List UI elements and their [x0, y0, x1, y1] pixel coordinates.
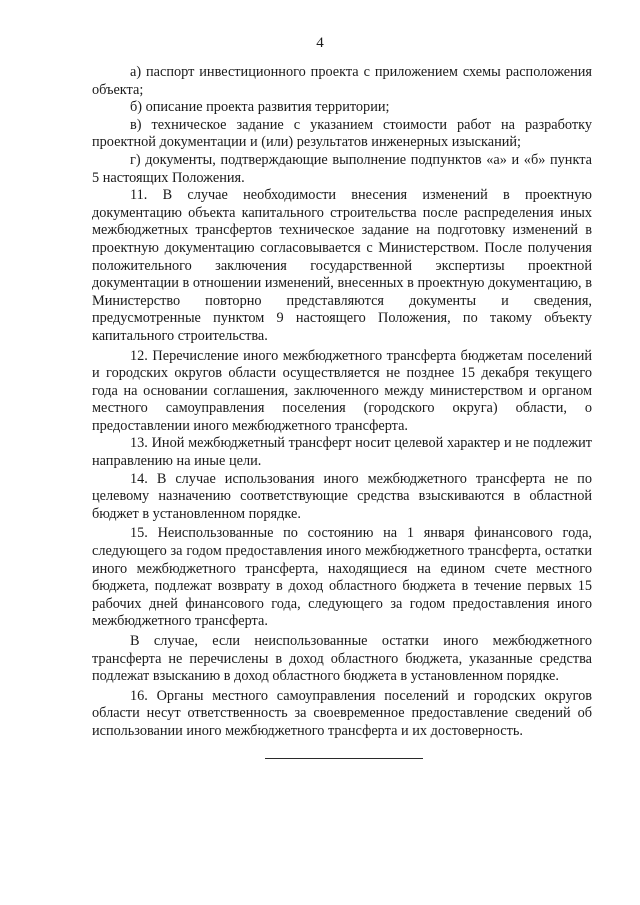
paragraph-14: 14. В случае использования иного межбюджетного трансферта не по целевому назначению соответствующие средства взыскиваются в областной бюджет в установленном порядке. [92, 470, 592, 522]
paragraph-item-v: в) техническое задание с указанием стоимости работ на разработку проектной документации и (или) результатов инженерных изысканий; [92, 116, 592, 151]
paragraph-item-g: г) документы, подтверждающие выполнение подпунктов «а» и «б» пункта 5 настоящих Положения. [92, 151, 592, 186]
paragraph-15-continuation: В случае, если неиспользованные остатки иного межбюджетного трансферта не перечислены в доход областного бюджета, указанные средства подлежат взысканию в доход областного бюджета в установленном порядке. [92, 633, 592, 685]
paragraph-12: 12. Перечисление иного межбюджетного трансферта бюджетам поселений и городских округов области осуществляется не позднее 15 декабря текущего года на основании соглашения, заключенного между министерством и органом местного самоуправления поселения (городского округа) области, о предоставлении иного межбюджетного трансферта. [92, 347, 592, 434]
paragraph-item-a: а) паспорт инвестиционного проекта с приложением схемы расположения объекта; [92, 64, 592, 98]
paragraph-11: 11. В случае необходимости внесения изменений в проектную документацию объекта капитального строительства после распределения иных межбюджетных трансфертов техническое задание на подготовку изменений в проектную документацию согласовывается с Министерством. После получения положительного заключения государственной экспертизы проектной документации в отношении изменений, внесенных в проектную документацию, в Министерство повторно представляются документы и сведения, предусмотренные пунктом 9 настоящего Положения, по такому объекту капитального строительства. [92, 187, 592, 344]
page-number: 4 [316, 35, 324, 51]
paragraph-item-b: б) описание проекта развития территории; [130, 99, 390, 116]
paragraph-15: 15. Неиспользованные по состоянию на 1 января финансового года, следующего за годом предоставления иного межбюджетного трансферта, остатки иного межбюджетного трансферта, находящиеся на едином счете местного бюджета, подлежат возврату в доход областного бюджета в течение первых 15 рабочих дней финансового года, следующего за годом предоставления иного межбюджетного трансферта. [92, 525, 592, 630]
paragraph-16: 16. Органы местного самоуправления поселений и городских округов области несут ответственность за своевременное предоставление сведений об использовании иного межбюджетного трансферта и их достоверность. [92, 687, 592, 739]
end-separator-line [265, 758, 423, 759]
document-body [92, 64, 592, 741]
paragraph-13: 13. Иной межбюджетный трансферт носит целевой характер и не подлежит направлению на иные цели. [92, 435, 592, 470]
